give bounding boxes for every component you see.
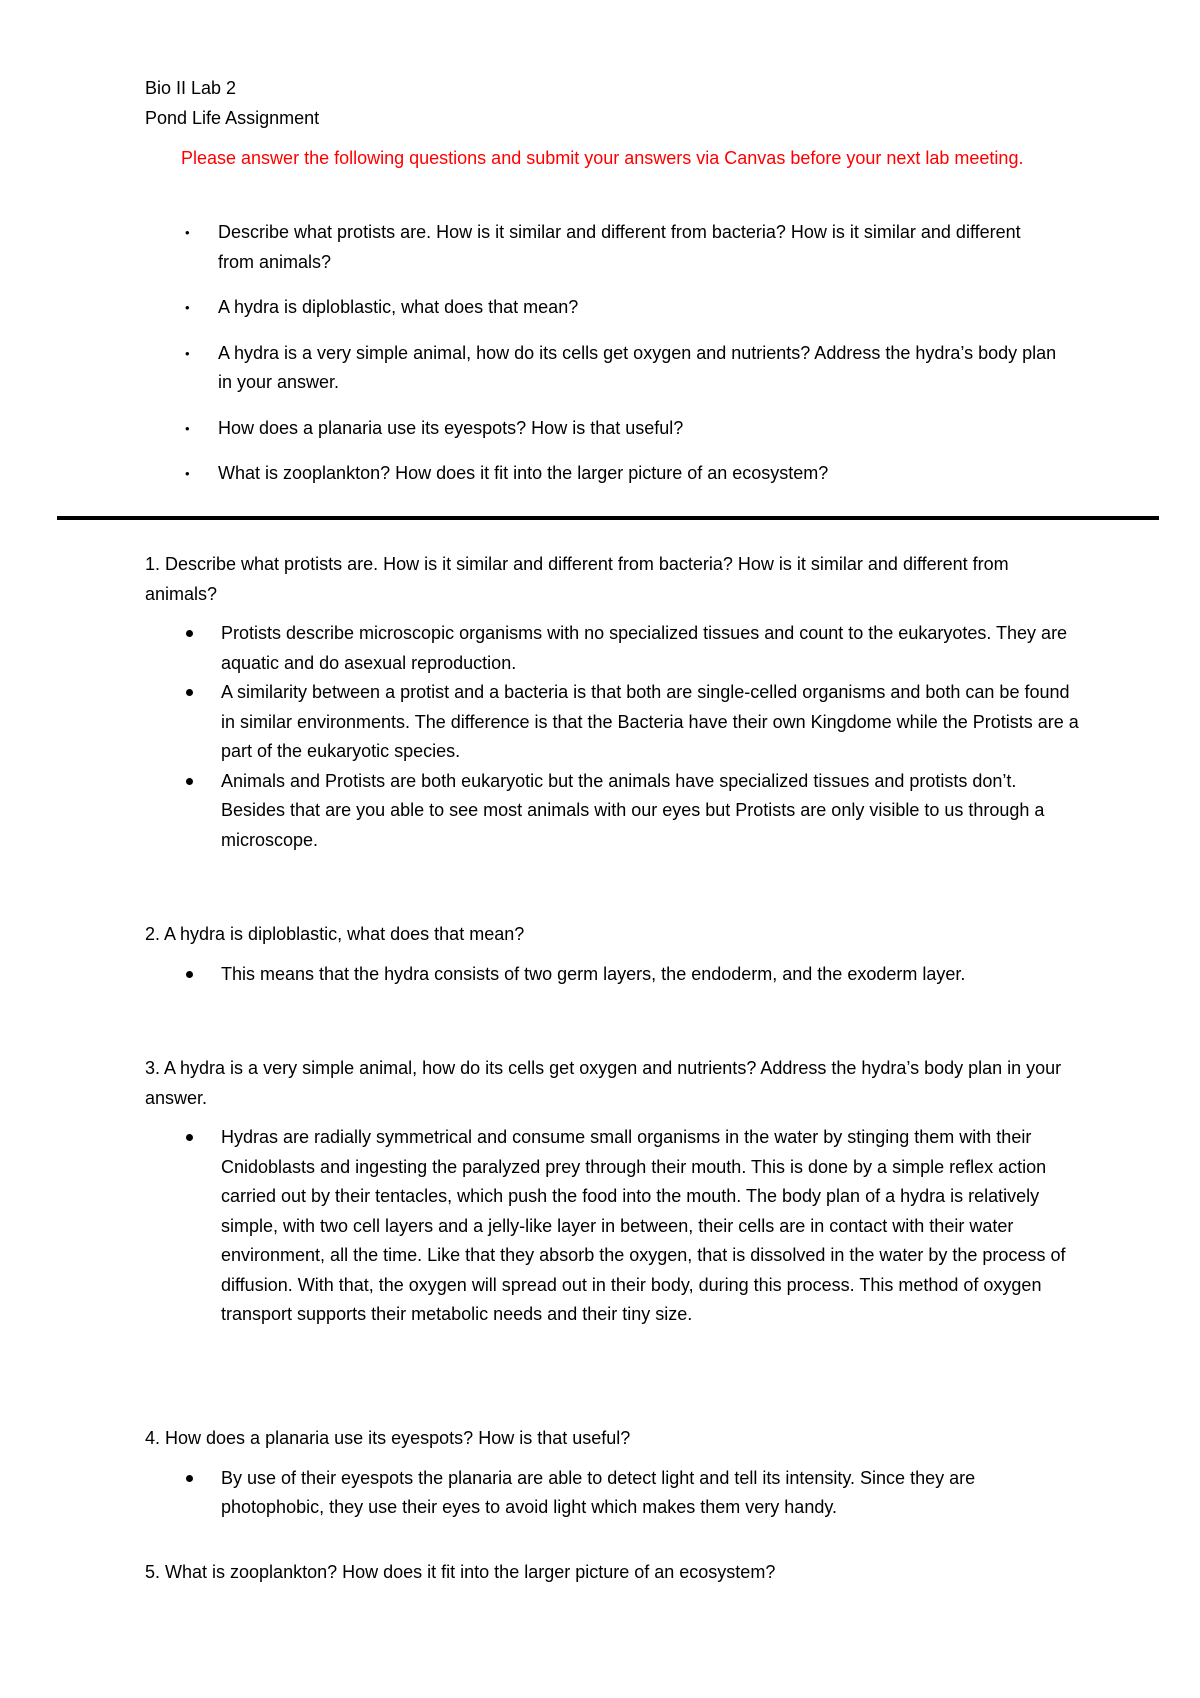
bullet-icon: • xyxy=(185,225,190,240)
answer-bullet: This means that the hydra consists of two germ layers, the endoderm, and the exoderm layer. xyxy=(145,960,1080,990)
document-header xyxy=(145,74,1065,133)
assignment-title: Pond Life Assignment xyxy=(145,107,320,128)
answer-block-1 xyxy=(145,550,1080,855)
question-list xyxy=(181,218,1061,505)
answer-question: 3. A hydra is a very simple animal, how do its cells get oxygen and nutrients? Address the hydra’s body plan in your answer. xyxy=(145,1058,1062,1108)
answer-bullet: Animals and Protists are both eukaryotic but the animals have specialized tissues and protists don’t. Besides that are you able to see most animals with our eyes but Protists are only visible to us through a microscope. xyxy=(145,767,1080,856)
answer-question: 4. How does a planaria use its eyespots? How is that useful? xyxy=(145,1428,631,1448)
answer-bullet: A similarity between a protist and a bacteria is that both are single-celled organisms and both can be found in similar environments. The difference is that the Bacteria have their own Kingdome while the Protists are a part of the eukaryotic species. xyxy=(145,678,1080,767)
answer-bullet: By use of their eyespots the planaria are able to detect light and tell its intensity. Since they are photophobic, they use their eyes to avoid light which makes them very handy. xyxy=(145,1464,1080,1523)
answer-bullets xyxy=(145,619,1080,855)
bullet-icon xyxy=(186,1134,193,1141)
answer-block-2 xyxy=(145,920,1080,989)
answer-bullet: Hydras are radially symmetrical and consume small organisms in the water by stinging them with their Cnidoblasts and ingesting the paralyzed prey through their mouth. This is done by a simple reflex action carried out by their tentacles, which push the food into the mouth. The body plan of a hydra is relatively simple, with two cell layers and a jelly-like layer in between, their cells are in contact with their water environment, all the time. Like that they absorb the oxygen, that is dissolved in the water by the process of diffusion. With that, the oxygen will spread out in their body, during this process. This method of oxygen transport supports their metabolic needs and their tiny size. xyxy=(145,1123,1080,1330)
bullet-icon: • xyxy=(185,300,190,315)
bullet-icon xyxy=(186,778,193,785)
question-item: • Describe what protists are. How is it similar and different from bacteria? How is it similar and different from animals? xyxy=(181,218,1061,277)
question-item: • What is zooplankton? How does it fit into the larger picture of an ecosystem? xyxy=(181,459,1061,489)
answer-question: 5. What is zooplankton? How does it fit into the larger picture of an ecosystem? xyxy=(145,1562,776,1582)
bullet-icon xyxy=(186,1475,193,1482)
bullet-icon xyxy=(186,630,193,637)
question-item: • How does a planaria use its eyespots? How is that useful? xyxy=(181,414,1061,444)
answer-bullets xyxy=(145,1464,1080,1523)
answer-question: 2. A hydra is diploblastic, what does that mean? xyxy=(145,924,525,944)
course-title: Bio II Lab 2 xyxy=(145,78,237,98)
answer-bullets xyxy=(145,960,1080,990)
section-divider xyxy=(57,516,1159,520)
bullet-icon: • xyxy=(185,345,190,361)
instruction-text: Please answer the following questions and submit your answers via Canvas before your next lab meeting. xyxy=(181,148,1024,168)
question-item: • A hydra is a very simple animal, how do its cells get oxygen and nutrients? Address the hydra’s body plan in your answer. xyxy=(181,339,1061,398)
question-item: • A hydra is diploblastic, what does that mean? xyxy=(181,293,1061,323)
answer-block-4 xyxy=(145,1424,1080,1523)
bullet-icon xyxy=(186,971,193,978)
answer-block-5 xyxy=(145,1558,1080,1588)
answer-block-3 xyxy=(145,1054,1080,1330)
answer-question: 1. Describe what protists are. How is it similar and different from bacteria? How is it similar and different from animals? xyxy=(145,554,1009,604)
answer-bullets xyxy=(145,1123,1080,1330)
bullet-icon: • xyxy=(185,420,190,436)
bullet-icon: • xyxy=(185,466,190,481)
bullet-icon xyxy=(186,689,193,696)
answer-bullet: Protists describe microscopic organisms with no specialized tissues and count to the eukaryotes. They are aquatic and do asexual reproduction. xyxy=(145,619,1080,678)
